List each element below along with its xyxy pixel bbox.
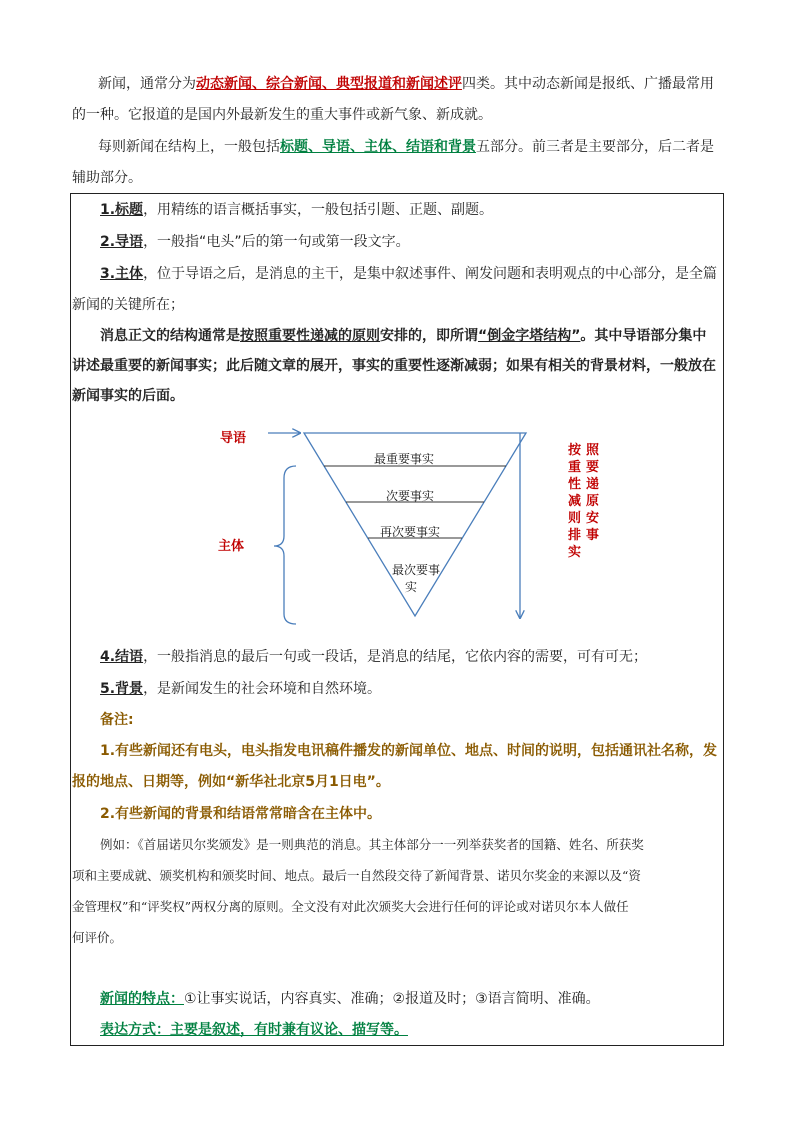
item-text: ，一般指“电头”后的第一句或第一段文字。 [143, 234, 410, 250]
side-char: 实 [568, 545, 582, 560]
level-4-label: 最次要事 [392, 563, 441, 577]
news-types: 动态新闻、综合新闻、典型报道和新闻述评 [196, 76, 462, 92]
note-1-line2: 报的地点、日期等，例如“新华社北京5月1日电”。 [72, 774, 390, 790]
expression-methods: 表达方式：主要是叙述，有时兼有议论、描写等。 [100, 1022, 408, 1038]
structure-text: 消息正文的结构通常是 [100, 328, 240, 344]
side-char: 要 [586, 460, 600, 475]
side-text-col2 [586, 442, 602, 544]
note-1-line1: 1.有些新闻还有电头，电头指发电讯稿件播发的新闻单位、地点、时间的说明，包括通讯社名称，发 [100, 743, 718, 759]
structure-parts: 标题、导语、主体、结语和背景 [280, 139, 476, 155]
features-label: 新闻的特点： [100, 991, 184, 1007]
structure-paragraph [100, 326, 706, 346]
item-title [100, 200, 493, 220]
item-body-line2: 新闻的关键所在； [72, 297, 184, 313]
intro-paragraph-1 [98, 74, 714, 94]
item-lead [100, 232, 410, 252]
side-char: 排 [568, 528, 582, 543]
side-char: 重 [568, 460, 582, 475]
example-line4: 何评价。 [72, 930, 123, 945]
item-number: 3.主体 [100, 266, 144, 282]
example-line2: 项和主要成就、颁奖机构和颁奖时间、地点。最后一自然段交待了新闻背景、诺贝尔奖金的来源以及“资 [72, 868, 641, 883]
structure-rule: 按照重要性递减的原则 [240, 328, 380, 344]
intro-text: 每则新闻在结构上，一般包括 [98, 139, 280, 155]
structure-line3: 新闻事实的后面。 [72, 388, 184, 404]
intro-paragraph-1-line2: 的一种。它报道的是国内外最新发生的重大事件或新气象、新成就。 [72, 107, 492, 123]
intro-text: 四类。其中动态新闻是报纸、广播最常用 [462, 76, 714, 92]
side-char: 减 [568, 494, 582, 509]
features-text: ①让事实说话，内容真实、准确；②报道及时；③语言简明、准确。 [184, 991, 600, 1007]
side-char: 性 [568, 477, 582, 492]
level-4-label-cont: 实 [405, 580, 418, 594]
structure-text: 。其中导语部分集中 [580, 328, 707, 344]
intro-text: 新闻，通常分为 [98, 76, 196, 92]
side-char: 事 [586, 528, 600, 543]
intro-paragraph-2 [98, 137, 714, 157]
example-line3: 金管理权”和“评奖权”两权分离的原则。全文没有对此次颁奖大会进行任何的评论或对诺贝尔本人做任 [72, 899, 629, 914]
news-features [100, 989, 600, 1009]
level-3-label: 再次要事实 [380, 525, 441, 539]
notes-heading: 备注: [100, 712, 134, 728]
structure-line2: 讲述最重要的新闻事实；此后随文章的展开，事实的重要性逐渐减弱；如果有相关的背景材料，一般放在 [72, 358, 716, 374]
structure-text: 安排的，即所谓 [380, 328, 478, 344]
side-char: 照 [586, 443, 600, 458]
body-brace [274, 466, 296, 624]
inverted-pyramid-name: “倒金字塔结构” [478, 328, 581, 344]
item-text: ，位于导语之后，是消息的主干，是集中叙述事件、阐发问题和表明观点的中心部分，是全篇 [143, 266, 718, 282]
item-number: 2.导语 [100, 234, 144, 250]
intro-paragraph-2-line2: 辅助部分。 [72, 170, 142, 186]
item-text: ，用精练的语言概括事实，一般包括引题、正题、副题。 [143, 202, 494, 218]
item-number: 5.背景 [100, 681, 144, 697]
item-ending [100, 647, 647, 667]
level-1-label: 最重要事实 [374, 452, 435, 466]
side-text-col1 [568, 442, 584, 561]
intro-text: 五部分。前三者是主要部分，后二者是 [476, 139, 714, 155]
side-char: 按 [568, 443, 582, 458]
level-2-label: 次要事实 [386, 489, 435, 503]
item-background [100, 679, 381, 699]
side-char: 原 [586, 494, 600, 509]
item-number: 4.结语 [100, 649, 144, 665]
side-char: 安 [586, 511, 600, 526]
example-line1: 例如：《首届诺贝尔奖颁发》是一则典范的消息。其主体部分一一列举获奖者的国籍、姓名、所获奖 [100, 837, 644, 852]
side-char: 递 [586, 477, 600, 492]
item-text: ，是新闻发生的社会环境和自然环境。 [143, 681, 382, 697]
item-text: ，一般指消息的最后一句或一段话，是消息的结尾，它依内容的需要，可有可无； [143, 649, 648, 665]
body-label: 主体 [218, 539, 245, 554]
side-char: 则 [568, 511, 582, 526]
note-2: 2.有些新闻的背景和结语常常暗含在主体中。 [100, 806, 382, 822]
lead-label: 导语 [220, 431, 247, 446]
item-number: 1.标题 [100, 202, 144, 218]
item-body [100, 264, 717, 284]
